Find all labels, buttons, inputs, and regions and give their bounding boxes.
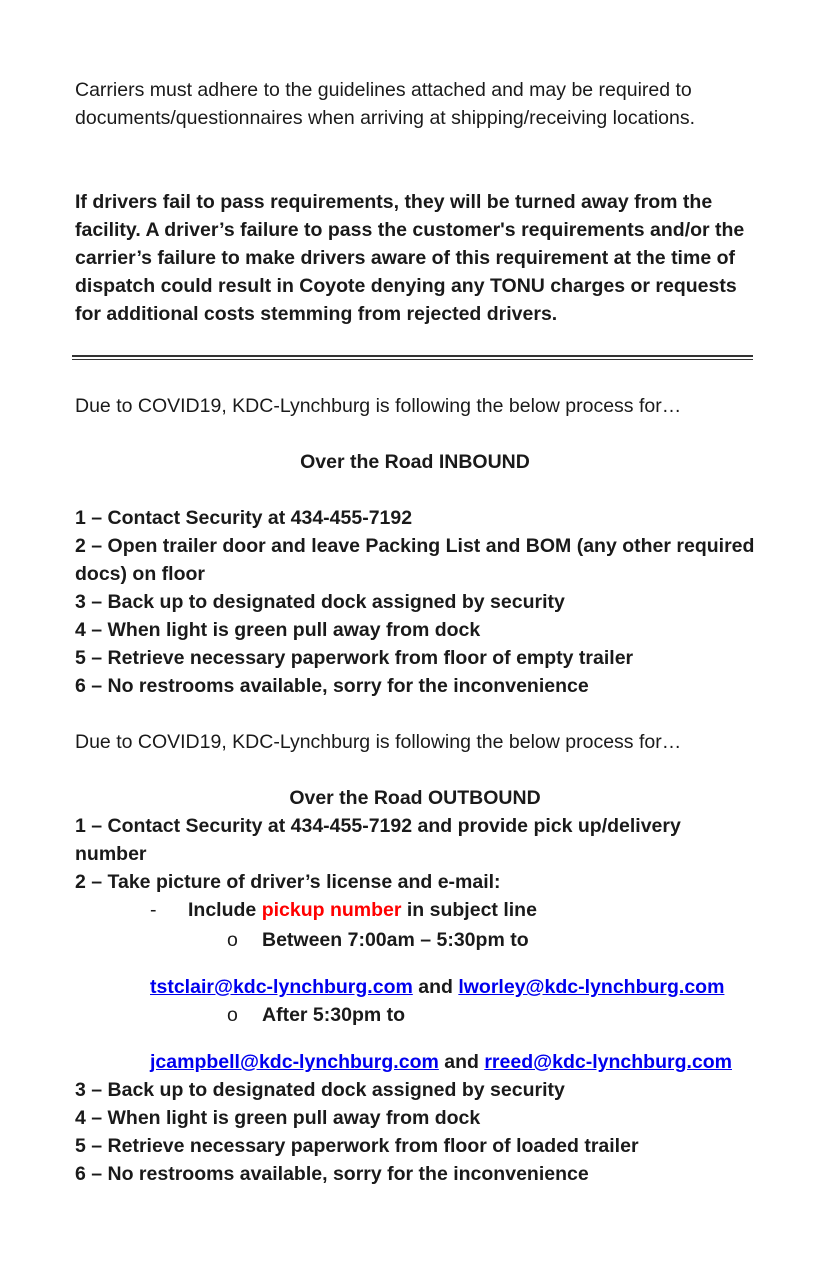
window-day: Between 7:00am – 5:30pm to xyxy=(262,929,529,951)
inbound-step: 2 – Open trailer door and leave Packing List and BOM (any other required docs) on floor xyxy=(75,535,755,585)
outbound-step: 6 – No restrooms available, sorry for the inconvenience xyxy=(75,1163,589,1185)
inbound-steps xyxy=(75,504,755,700)
warning-paragraph: If drivers fail to pass requirements, they will be turned away from the facility. A driver’s failure to pass the customer's requirements and/or the carrier’s failure to make drivers aware of this requirement at the time of dispatch could result in Coyote denying any TONU charges or requests for additional costs stemming from rejected drivers. xyxy=(75,191,745,325)
bullet-marker: - xyxy=(150,899,157,921)
covid-notice-outbound: Due to COVID19, KDC-Lynchburg is following the below process for… xyxy=(75,731,682,753)
email-link-rreed[interactable]: rreed@kdc-lynchburg.com xyxy=(484,1051,732,1073)
inbound-title: Over the Road INBOUND xyxy=(300,451,530,473)
email-link-lworley[interactable]: lworley@kdc-lynchburg.com xyxy=(458,976,725,998)
outbound-step-2: 2 – Take picture of driver’s license and e-mail: xyxy=(75,871,501,893)
outbound-step-1: 1 – Contact Security at 434-455-7192 and provide pick up/delivery number xyxy=(75,815,681,865)
email-link-jcampbell[interactable]: jcampbell@kdc-lynchburg.com xyxy=(150,1051,439,1073)
outbound-step: 4 – When light is green pull away from dock xyxy=(75,1107,481,1129)
outbound-step: 3 – Back up to designated dock assigned by security xyxy=(75,1079,565,1101)
circle-bullet-night: o xyxy=(227,1004,238,1026)
inbound-step: 1 – Contact Security at 434-455-7192 xyxy=(75,507,413,529)
include-instruction: Include pickup number in subject line xyxy=(188,899,537,921)
email-link-tstclair[interactable]: tstclair@kdc-lynchburg.com xyxy=(150,976,413,998)
night-emails: jcampbell@kdc-lynchburg.com and rreed@kdc-lynchburg.com xyxy=(150,1051,732,1073)
day-emails: tstclair@kdc-lynchburg.com and lworley@kdc-lynchburg.com xyxy=(150,976,725,998)
outbound-step: 5 – Retrieve necessary paperwork from floor of loaded trailer xyxy=(75,1135,639,1157)
covid-notice-inbound: Due to COVID19, KDC-Lynchburg is following the below process for… xyxy=(75,395,682,417)
pickup-number-highlight: pickup number xyxy=(261,899,402,921)
inbound-step: 3 – Back up to designated dock assigned by security xyxy=(75,591,565,613)
outbound-steps-rest xyxy=(75,1076,755,1188)
circle-bullet-day: o xyxy=(227,929,238,951)
inbound-step: 5 – Retrieve necessary paperwork from floor of empty trailer xyxy=(75,647,634,669)
outbound-title: Over the Road OUTBOUND xyxy=(289,787,541,809)
window-night: After 5:30pm to xyxy=(262,1004,406,1026)
inbound-step: 6 – No restrooms available, sorry for the inconvenience xyxy=(75,675,589,697)
intro-paragraph: Carriers must adhere to the guidelines attached and may be required to documents/questionnaires when arriving at shipping/receiving locations. xyxy=(75,79,696,129)
inbound-step: 4 – When light is green pull away from dock xyxy=(75,619,481,641)
double-divider xyxy=(72,355,753,360)
